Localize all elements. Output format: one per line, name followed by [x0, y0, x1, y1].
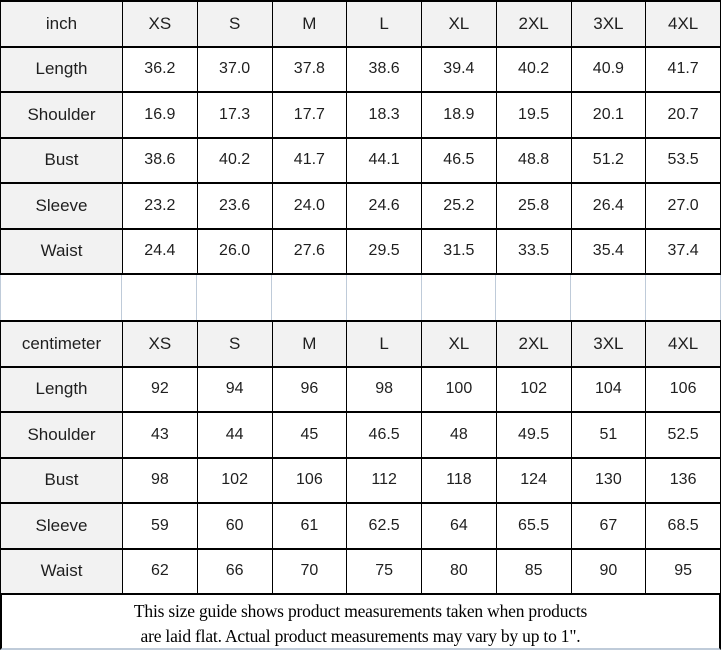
measurement-value-cell: 64	[422, 503, 497, 549]
size-header-cell: 3XL	[571, 321, 646, 367]
spacer-cell	[0, 275, 122, 320]
measurement-label-cell: Waist	[1, 229, 123, 275]
measurement-value-cell: 75	[347, 549, 422, 595]
measurement-value-cell: 40.9	[571, 47, 646, 93]
measurement-value-cell: 31.5	[422, 229, 497, 275]
measurement-value-cell: 61	[272, 503, 347, 549]
measurement-value-cell: 67	[571, 503, 646, 549]
measurement-row	[1, 47, 721, 93]
size-header-cell: M	[272, 1, 347, 47]
measurement-row	[1, 412, 721, 458]
measurement-label-cell: Shoulder	[1, 412, 123, 458]
size-header-cell: 2XL	[496, 1, 571, 47]
size-header-cell: 4XL	[646, 1, 721, 47]
measurement-value-cell: 136	[646, 458, 721, 504]
measurement-value-cell: 24.4	[123, 229, 198, 275]
measurement-row	[1, 367, 721, 413]
measurement-value-cell: 68.5	[646, 503, 721, 549]
measurement-value-cell: 94	[197, 367, 272, 413]
centimeter-header-row	[1, 321, 721, 367]
measurement-value-cell: 112	[347, 458, 422, 504]
size-header-cell: XL	[422, 321, 497, 367]
measurement-value-cell: 92	[123, 367, 198, 413]
size-header-cell: L	[347, 1, 422, 47]
measurement-value-cell: 95	[646, 549, 721, 595]
measurement-value-cell: 104	[571, 367, 646, 413]
spacer-cell	[272, 275, 347, 320]
measurement-label-cell: Length	[1, 367, 123, 413]
measurement-value-cell: 96	[272, 367, 347, 413]
measurement-value-cell: 60	[197, 503, 272, 549]
spacer-cell	[122, 275, 197, 320]
measurement-value-cell: 20.7	[646, 92, 721, 138]
measurement-value-cell: 51.2	[571, 138, 646, 184]
size-header-cell: 2XL	[496, 321, 571, 367]
measurement-label-cell: Waist	[1, 549, 123, 595]
measurement-value-cell: 39.4	[422, 47, 497, 93]
centimeter-size-table	[0, 320, 721, 595]
measurement-value-cell: 25.2	[422, 183, 497, 229]
size-header-cell: XL	[422, 1, 497, 47]
measurement-value-cell: 17.7	[272, 92, 347, 138]
note-line-1: This size guide shows product measurements taken when products	[133, 601, 588, 621]
measurement-row	[1, 549, 721, 595]
measurement-value-cell: 23.2	[123, 183, 198, 229]
inch-header-row	[1, 1, 721, 47]
measurement-value-cell: 41.7	[646, 47, 721, 93]
note-line-2: are laid flat. Actual product measurements may vary by up to 1".	[140, 626, 581, 646]
measurement-value-cell: 48.8	[496, 138, 571, 184]
measurement-value-cell: 35.4	[571, 229, 646, 275]
measurement-value-cell: 43	[123, 412, 198, 458]
measurement-value-cell: 106	[646, 367, 721, 413]
measurement-value-cell: 37.4	[646, 229, 721, 275]
measurement-value-cell: 80	[422, 549, 497, 595]
measurement-value-cell: 44	[197, 412, 272, 458]
measurement-value-cell: 49.5	[496, 412, 571, 458]
measurement-row	[1, 229, 721, 275]
measurement-value-cell: 124	[496, 458, 571, 504]
unit-header-cell: centimeter	[1, 321, 123, 367]
size-header-cell: 3XL	[571, 1, 646, 47]
size-header-cell: L	[347, 321, 422, 367]
inch-size-table	[0, 0, 721, 275]
unit-header-cell: inch	[1, 1, 123, 47]
measurement-row	[1, 458, 721, 504]
measurement-label-cell: Sleeve	[1, 503, 123, 549]
measurement-value-cell: 62.5	[347, 503, 422, 549]
measurement-value-cell: 24.6	[347, 183, 422, 229]
measurement-value-cell: 130	[571, 458, 646, 504]
spacer-cell	[197, 275, 272, 320]
measurement-row	[1, 183, 721, 229]
measurement-value-cell: 85	[496, 549, 571, 595]
measurement-label-cell: Shoulder	[1, 92, 123, 138]
measurement-label-cell: Bust	[1, 138, 123, 184]
spacer-cell	[422, 275, 497, 320]
size-header-cell: M	[272, 321, 347, 367]
measurement-value-cell: 16.9	[123, 92, 198, 138]
size-header-cell: XS	[123, 321, 198, 367]
measurement-value-cell: 37.8	[272, 47, 347, 93]
measurement-value-cell: 62	[123, 549, 198, 595]
measurement-label-cell: Sleeve	[1, 183, 123, 229]
measurement-value-cell: 66	[197, 549, 272, 595]
measurement-value-cell: 26.0	[197, 229, 272, 275]
measurement-value-cell: 65.5	[496, 503, 571, 549]
measurement-value-cell: 41.7	[272, 138, 347, 184]
measurement-value-cell: 20.1	[571, 92, 646, 138]
measurement-value-cell: 118	[422, 458, 497, 504]
measurement-value-cell: 23.6	[197, 183, 272, 229]
measurement-value-cell: 102	[496, 367, 571, 413]
measurement-value-cell: 38.6	[123, 138, 198, 184]
measurement-value-cell: 59	[123, 503, 198, 549]
measurement-value-cell: 98	[123, 458, 198, 504]
measurement-row	[1, 92, 721, 138]
measurement-value-cell: 51	[571, 412, 646, 458]
measurement-value-cell: 25.8	[496, 183, 571, 229]
spacer-cell	[571, 275, 646, 320]
measurement-value-cell: 18.9	[422, 92, 497, 138]
measurement-label-cell: Bust	[1, 458, 123, 504]
size-header-cell: S	[197, 321, 272, 367]
measurement-value-cell: 19.5	[496, 92, 571, 138]
measurement-value-cell: 46.5	[347, 412, 422, 458]
measurement-value-cell: 90	[571, 549, 646, 595]
size-guide-note	[0, 595, 721, 650]
measurement-value-cell: 37.0	[197, 47, 272, 93]
measurement-value-cell: 29.5	[347, 229, 422, 275]
size-header-cell: S	[197, 1, 272, 47]
measurement-value-cell: 24.0	[272, 183, 347, 229]
measurement-value-cell: 38.6	[347, 47, 422, 93]
measurement-value-cell: 98	[347, 367, 422, 413]
measurement-value-cell: 52.5	[646, 412, 721, 458]
size-header-cell: XS	[123, 1, 198, 47]
measurement-value-cell: 106	[272, 458, 347, 504]
measurement-row	[1, 503, 721, 549]
measurement-value-cell: 45	[272, 412, 347, 458]
measurement-value-cell: 46.5	[422, 138, 497, 184]
measurement-value-cell: 44.1	[347, 138, 422, 184]
measurement-value-cell: 26.4	[571, 183, 646, 229]
measurement-value-cell: 36.2	[123, 47, 198, 93]
measurement-value-cell: 17.3	[197, 92, 272, 138]
spacer-cell	[347, 275, 422, 320]
measurement-value-cell: 40.2	[496, 47, 571, 93]
spacer-cell	[496, 275, 571, 320]
measurement-value-cell: 18.3	[347, 92, 422, 138]
measurement-value-cell: 27.0	[646, 183, 721, 229]
measurement-row	[1, 138, 721, 184]
measurement-value-cell: 53.5	[646, 138, 721, 184]
measurement-value-cell: 27.6	[272, 229, 347, 275]
measurement-label-cell: Length	[1, 47, 123, 93]
spacer-cell	[646, 275, 721, 320]
measurement-value-cell: 48	[422, 412, 497, 458]
measurement-value-cell: 100	[422, 367, 497, 413]
measurement-value-cell: 40.2	[197, 138, 272, 184]
measurement-value-cell: 102	[197, 458, 272, 504]
size-header-cell: 4XL	[646, 321, 721, 367]
spacer-row	[0, 275, 721, 320]
measurement-value-cell: 70	[272, 549, 347, 595]
measurement-value-cell: 33.5	[496, 229, 571, 275]
